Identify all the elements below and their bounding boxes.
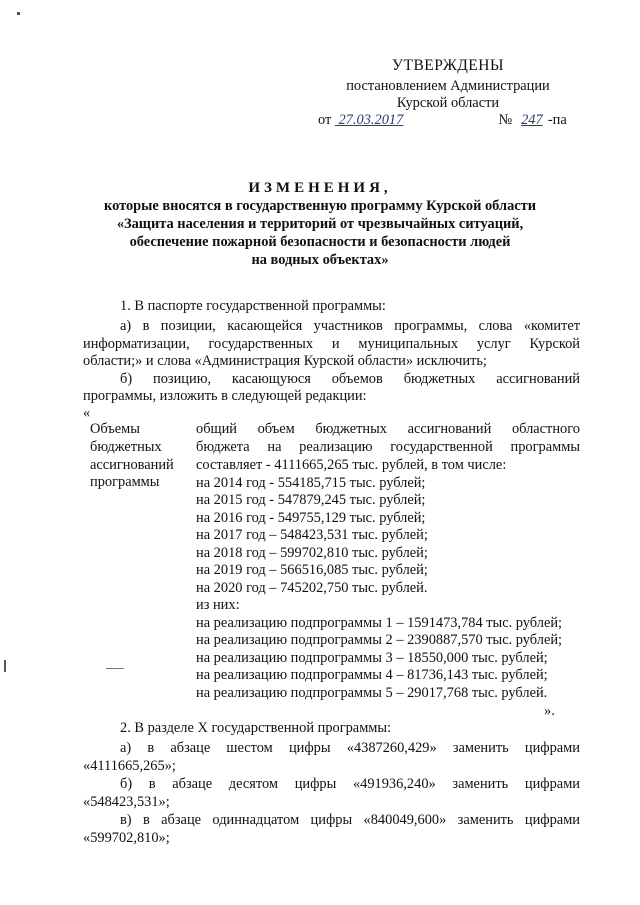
approval-line1: постановлением Администрации — [346, 78, 550, 94]
heading-title: ИЗМЕНЕНИЯ, — [248, 180, 392, 196]
heading-line-1: которые вносятся в государственную программу Курской области — [103, 198, 537, 214]
item2-c-line1: в) в абзаце одиннадцатом цифры «840049,600» заменить цифрами — [120, 812, 580, 828]
approval-title: УТВЕРЖДЕНЫ — [392, 57, 504, 74]
passport-year-2015: на 2015 год - 547879,245 тыс. рублей; — [196, 492, 426, 508]
item1-b-line1: б) позицию, касающуюся объемов бюджетных ассигнований — [120, 371, 580, 387]
item2-b-line1: б) в абзаце десятом цифры «491936,240» заменить цифрами — [120, 776, 580, 792]
scan-mark-left — [4, 660, 6, 672]
quote-open: « — [83, 405, 91, 421]
number-value: 247 — [521, 112, 543, 128]
scan-mark-top — [17, 12, 20, 15]
item2-a-line1: а) в абзаце шестом цифры «4387260,429» заменить цифрами — [120, 740, 580, 756]
item2-intro: 2. В разделе X государственной программы: — [120, 720, 392, 736]
number-suffix: -па — [547, 112, 567, 128]
passport-subprogram-1: на реализацию подпрограммы 1 – 1591473,784 тыс. рублей; — [196, 615, 563, 631]
item1-b-line2: программы, изложить в следующей редакции: — [83, 388, 367, 404]
passport-label-1: Объемы — [90, 421, 140, 437]
date-prefix: от — [318, 112, 332, 128]
heading-line-3: обеспечение пожарной безопасности и безопасности людей — [129, 234, 511, 250]
passport-total-line2: бюджета на реализацию государственной программы — [196, 439, 580, 455]
passport-label-2: бюджетных — [90, 439, 162, 455]
passport-of-them: из них: — [196, 597, 240, 613]
item2-a-line2: «4111665,265»; — [83, 758, 176, 774]
item2-b-line2: «548423,531»; — [83, 794, 170, 810]
heading-line-2: «Защита населения и территорий от чрезвычайных ситуаций, — [116, 216, 524, 232]
date-value: 27.03.2017 — [338, 112, 404, 128]
item2-c-line2: «599702,810»; — [83, 830, 170, 846]
passport-year-2019: на 2019 год – 566516,085 тыс. рублей; — [196, 562, 428, 578]
passport-total-line1: общий объем бюджетных ассигнований областного — [196, 421, 580, 437]
item1-a-line1: а) в позиции, касающейся участников программы, слова «комитет — [120, 318, 580, 334]
passport-year-2017: на 2017 год – 548423,531 тыс. рублей; — [196, 527, 428, 543]
heading-line-4: на водных объектах» — [251, 252, 389, 268]
passport-subprogram-4: на реализацию подпрограммы 4 – 81736,143 тыс. рублей; — [196, 667, 548, 683]
passport-subprogram-3: на реализацию подпрограммы 3 – 18550,000 тыс. рублей; — [196, 650, 548, 666]
quote-close: ». — [544, 703, 555, 719]
passport-subprogram-5: на реализацию подпрограммы 5 – 29017,768 тыс. рублей. — [196, 685, 548, 701]
passport-label-3: ассигнований — [90, 457, 174, 473]
passport-total-line3: составляет - 4111665,265 тыс. рублей, в том числе: — [196, 457, 507, 473]
scan-dash — [106, 668, 124, 669]
passport-subprogram-2: на реализацию подпрограммы 2 – 2390887,570 тыс. рублей; — [196, 632, 563, 648]
passport-year-2016: на 2016 год - 549755,129 тыс. рублей; — [196, 510, 426, 526]
number-prefix: № — [498, 112, 513, 128]
passport-year-2018: на 2018 год – 599702,810 тыс. рублей; — [196, 545, 428, 561]
approval-date-line — [318, 112, 567, 129]
item1-intro: 1. В паспорте государственной программы: — [120, 298, 386, 314]
passport-year-2014: на 2014 год - 554185,715 тыс. рублей; — [196, 475, 426, 491]
passport-label-4: программы — [90, 474, 160, 490]
item1-a-line2: информатизации, государственных и муниципальных услуг Курской — [83, 336, 580, 352]
item1-a-line3: области;» и слова «Администрация Курской области» исключить; — [83, 353, 487, 369]
approval-line2: Курской области — [396, 95, 500, 111]
passport-year-2020: на 2020 год – 745202,750 тыс. рублей. — [196, 580, 428, 596]
